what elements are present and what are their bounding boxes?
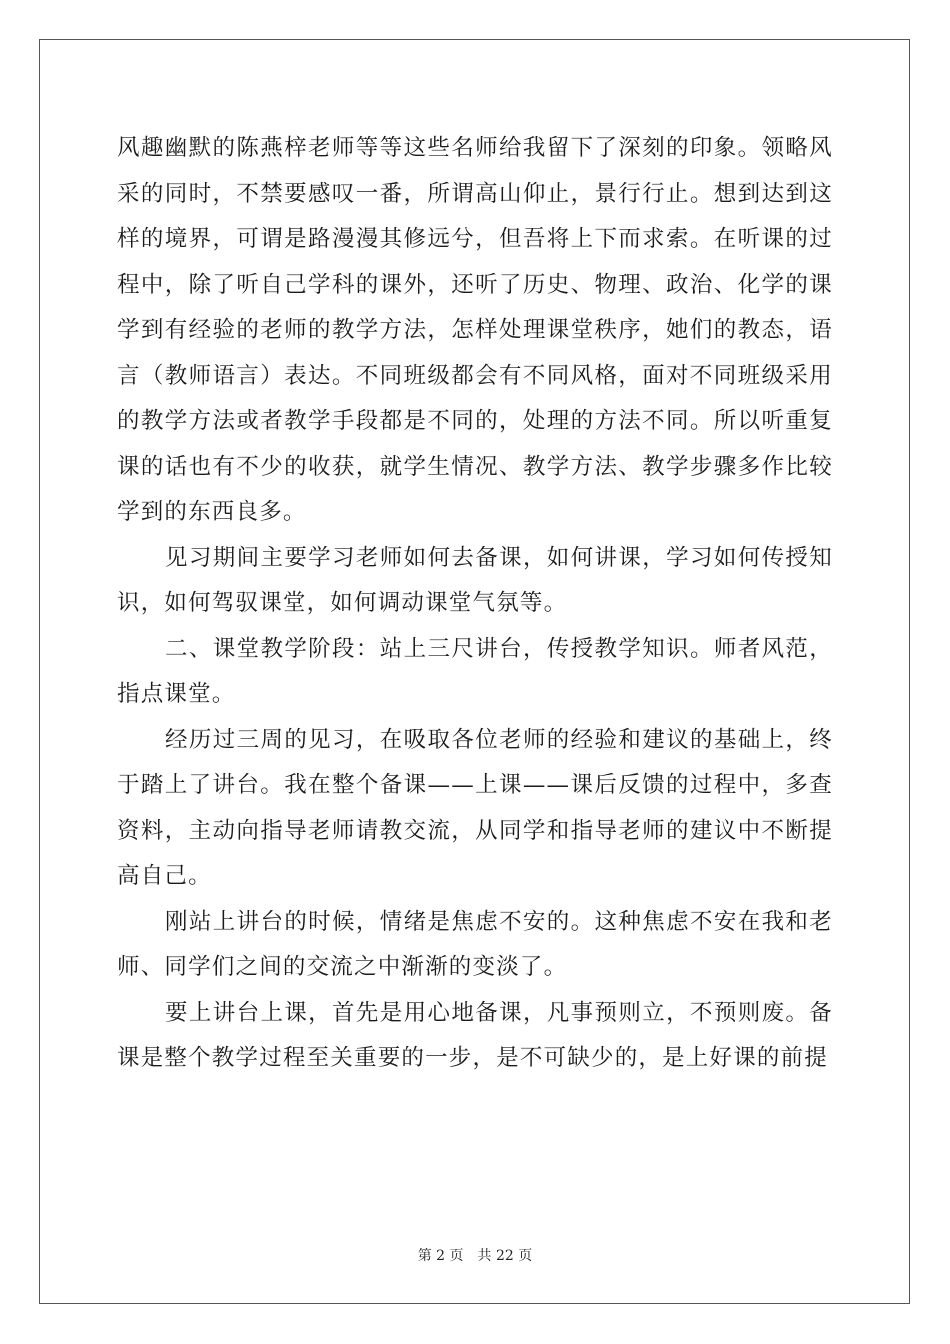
paragraph-4: 经历过三周的见习，在吸取各位老师的经验和建议的基础上，终于踏上了讲台。我在整个备课——上课——课后反馈的过程中，多查资料，主动向指导老师请教交流，从同学和指导老师的建议中不断提高自己。 — [117, 726, 833, 889]
paragraph-6: 要上讲台上课，首先是用心地备课，凡事预则立，不预则废。备课是整个教学过程至关重要的一步，是不可缺少的，是上好课的前提 — [117, 999, 833, 1071]
page-footer — [0, 1247, 950, 1265]
page-number: 第 2 页 — [417, 1248, 464, 1264]
document-body — [117, 126, 833, 1082]
paragraph-3-section-heading: 二、课堂教学阶段：站上三尺讲台，传授教学知识。师者风范，指点课堂。 — [117, 635, 833, 707]
total-pages: 共 22 页 — [477, 1248, 533, 1264]
paragraph-2: 见习期间主要学习老师如何去备课，如何讲课，学习如何传授知识，如何驾驭课堂，如何调动课堂气氛等。 — [117, 544, 833, 616]
paragraph-1: 风趣幽默的陈燕梓老师等等这些名师给我留下了深刻的印象。领略风采的同时，不禁要感叹一番，所谓高山仰止，景行行止。想到达到这样的境界，可谓是路漫漫其修远兮，但吾将上下而求索。在听课的过程中，除了听自己学科的课外，还听了历史、物理、政治、化学的课学到有经验的老师的教学方法，怎样处理课堂秩序，她们的教态，语言（教师语言）表达。不同班级都会有不同风格，面对不同班级采用的教学方法或者教学手段都是不同的，处理的方法不同。所以听重复课的话也有不少的收获，就学生情况、教学方法、教学步骤多作比较学到的东西良多。 — [117, 135, 833, 525]
paragraph-5: 刚站上讲台的时候，情绪是焦虑不安的。这种焦虑不安在我和老师、同学们之间的交流之中渐渐的变淡了。 — [117, 908, 833, 980]
